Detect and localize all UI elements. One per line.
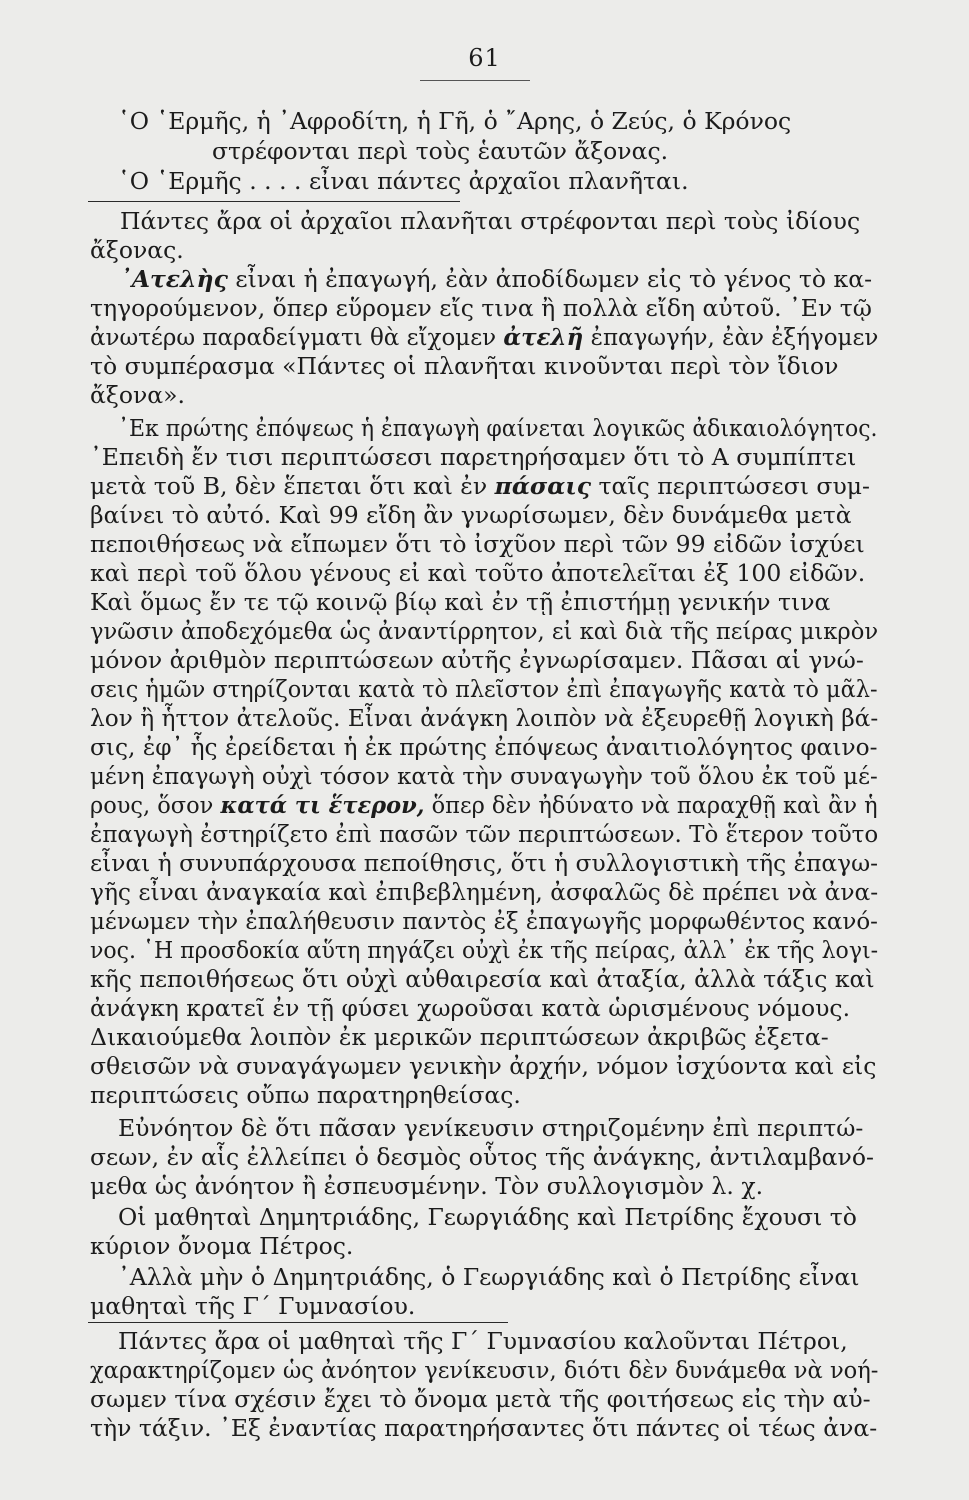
bold-term: ᾿Ατελὴς (120, 265, 228, 293)
text-line: ᾿Επειδὴ ἔν τισι περιπτώσεσι παρετηρήσαμεν ὅτι τὸ Α συμπίπτει (90, 443, 857, 471)
text-line: μεθα ὡς ἀνόητον ἢ ἐσπευσμένην. Τὸν συλλογισμὸν λ. χ. (90, 1172, 764, 1200)
text-line: τὴν τάξιν. ᾿Εξ ἐναντίας παρατηρήσαντες ὅτι πάντες οἱ τέως ἀνα- (90, 1414, 878, 1442)
text-line: σεις ἡμῶν στηρίζονται κατὰ τὸ πλεῖστον ἐπὶ ἐπαγωγῆς κατὰ τὸ μᾶλ- (90, 675, 878, 703)
bold-term: κατά τι ἕτερον, (220, 791, 425, 819)
text-line: κύριον ὄνομα Πέτρος. (90, 1232, 354, 1260)
text-line: βαίνει τὸ αὐτό. Καὶ 99 εἴδη ἂν γνωρίσωμεν, δὲν δυνάμεθα μετὰ (90, 501, 852, 529)
text-line: χαρακτηρίζομεν ὡς ἀνόητον γενίκευσιν, διότι δὲν δυνάμεθα νὰ νοή- (90, 1356, 879, 1384)
text-line: ἄξονας. (90, 236, 184, 264)
header-rule (420, 80, 530, 81)
text-line: εἶναι ἡ συνυπάρχουσα πεποίθησις, ὅτι ἡ συλλογιστικὴ τῆς ἐπαγω- (90, 849, 879, 877)
text-line: ῾Ο ῾Ερμῆς . . . . εἶναι πάντες ἀρχαῖοι πλανῆται. (118, 167, 689, 195)
text-line: μένωμεν τὴν ἐπαλήθευσιν παντὸς ἐξ ἐπαγωγῆς μορφωθέντος κανό- (90, 907, 878, 935)
text-line: μένη ἐπαγωγὴ οὐχὶ τόσον κατὰ τὴν συναγωγὴν τοῦ ὅλου ἐκ τοῦ μέ- (90, 762, 878, 790)
syllogism-rule (88, 1322, 508, 1323)
text-line: γῆς εἶναι ἀναγκαία καὶ ἐπιβεβλημένη, ἀσφαλῶς δὲ πρέπει νὰ ἀνα- (90, 878, 879, 906)
text-line: ρους, ὅσον κατά τι ἕτερον, ὅπερ δὲν ἠδύνατο νὰ παραχθῇ καὶ ἂν ἡ (90, 791, 878, 819)
text-line: μετὰ τοῦ Β, δὲν ἕπεται ὅτι καὶ ἐν πάσαις ταῖς περιπτώσεσι συμ- (90, 472, 870, 500)
text-line: νος. ῾Η προσδοκία αὕτη πηγάζει οὐχὶ ἐκ τῆς πείρας, ἀλλ᾿ ἐκ τῆς λογι- (90, 936, 879, 964)
text-line: στρέφονται περὶ τοὺς ἑαυτῶν ἄξονας. (212, 137, 669, 165)
bold-term: ἀτελῆ (503, 323, 584, 351)
text-line: τὸ συμπέρασμα «Πάντες οἱ πλανῆται κινοῦνται περὶ τὸν ἴδιον (90, 352, 839, 380)
text-line: ᾿Αλλὰ μὴν ὁ Δημητριάδης, ὁ Γεωργιάδης καὶ ὁ Πετρίδης εἶναι (118, 1263, 860, 1291)
text-line: Καὶ ὅμως ἔν τε τῷ κοινῷ βίῳ καὶ ἐν τῇ ἐπιστήμῃ γενικήν τινα (90, 588, 831, 616)
text-line: ῾Ο ῾Ερμῆς, ἡ ᾿Αφροδίτη, ἡ Γῆ, ὁ ῎Αρης, ὁ Ζεύς, ὁ Κρόνος (118, 107, 792, 135)
text-line: Οἱ μαθηταὶ Δημητριάδης, Γεωργιάδης καὶ Πετρίδης ἔχουσι τὸ (118, 1203, 857, 1231)
text-line: Πάντες ἄρα οἱ ἀρχαῖοι πλανῆται στρέφονται περὶ τοὺς ἰδίους (120, 207, 861, 235)
text-line: ἄξονα». (90, 381, 185, 409)
text-line: σωμεν τίνα σχέσιν ἔχει τὸ ὄνομα μετὰ τῆς φοιτήσεως εἰς τὴν αὐ- (90, 1385, 871, 1413)
text-line: μόνον ἀριθμὸν περιπτώσεων αὐτῆς ἐγνωρίσαμεν. Πᾶσαι αἱ γνώ- (90, 646, 864, 674)
text-line: λον ἢ ἧττον ἀτελοῦς. Εἶναι ἀνάγκη λοιπὸν νὰ ἐξευρεθῇ λογικὴ βά- (90, 704, 879, 732)
text-line: τηγορούμενον, ὅπερ εὕρομεν εἴς τινα ἢ πολλὰ εἴδη αὐτοῦ. ᾿Εν τῷ (90, 294, 872, 322)
page-number: 61 (468, 44, 501, 72)
text-line: ἀνωτέρω παραδείγματι θὰ εἴχομεν ἀτελῆ ἐπαγωγήν, ἐὰν ἐξήγομεν (90, 323, 879, 351)
syllogism-rule (88, 201, 460, 202)
text-line: σις, ἐφ᾿ ἧς ἐρείδεται ἡ ἐκ πρώτης ἐπόψεως ἀναιτιολόγητος φαινο- (90, 733, 878, 761)
text-line: ἀνάγκη κρατεῖ ἐν τῇ φύσει χωροῦσαι κατὰ ὡρισμένους νόμους. (90, 994, 851, 1022)
text-line: Εὐνόητον δὲ ὅτι πᾶσαν γενίκευσιν στηριζομένην ἐπὶ περιπτώ- (118, 1114, 864, 1142)
text-line: σθεισῶν νὰ συναγάγωμεν γενικὴν ἀρχήν, νόμον ἰσχύοντα καὶ εἰς (90, 1052, 877, 1080)
text-line: γνῶσιν ἀποδεχόμεθα ὡς ἀναντίρρητον, εἰ καὶ διὰ τῆς πείρας μικρὸν (90, 617, 879, 645)
text-line: κῆς πεποιθήσεως ὅτι οὐχὶ αὐθαιρεσία καὶ ἀταξία, ἀλλὰ τάξις καὶ (90, 965, 875, 993)
text-line: μαθηταὶ τῆς Γ´ Γυμνασίου. (90, 1292, 416, 1320)
text-line: ᾿Εκ πρώτης ἐπόψεως ἡ ἐπαγωγὴ φαίνεται λογικῶς ἀδικαιολόγητος. (118, 414, 878, 442)
text-line: ἐπαγωγὴ ἐστηρίζετο ἐπὶ πασῶν τῶν περιπτώσεων. Τὸ ἕτερον τοῦτο (90, 820, 879, 848)
text-line: ᾿Ατελὴς εἶναι ἡ ἐπαγωγή, ἐὰν ἀποδίδωμεν εἰς τὸ γένος τὸ κα- (120, 265, 873, 293)
text-line: Πάντες ἄρα οἱ μαθηταὶ τῆς Γ´ Γυμνασίου καλοῦνται Πέτροι, (118, 1327, 848, 1355)
text-line: πεποιθήσεως νὰ εἴπωμεν ὅτι τὸ ἰσχῦον περὶ τῶν 99 εἰδῶν ἰσχύει (90, 530, 865, 558)
bold-term: πάσαις (494, 472, 592, 500)
text-line: καὶ περὶ τοῦ ὅλου γένους εἰ καὶ τοῦτο ἀποτελεῖται ἐξ 100 εἰδῶν. (90, 559, 866, 587)
text-line: περιπτώσεις οὔπω παρατηρηθείσας. (90, 1081, 521, 1109)
text-line: Δικαιούμεθα λοιπὸν ἐκ μερικῶν περιπτώσεων ἀκριβῶς ἐξετα- (90, 1023, 829, 1051)
text-line: σεων, ἐν αἷς ἐλλείπει ὁ δεσμὸς οὗτος τῆς ἀνάγκης, ἀντιλαμβανό- (90, 1143, 874, 1171)
